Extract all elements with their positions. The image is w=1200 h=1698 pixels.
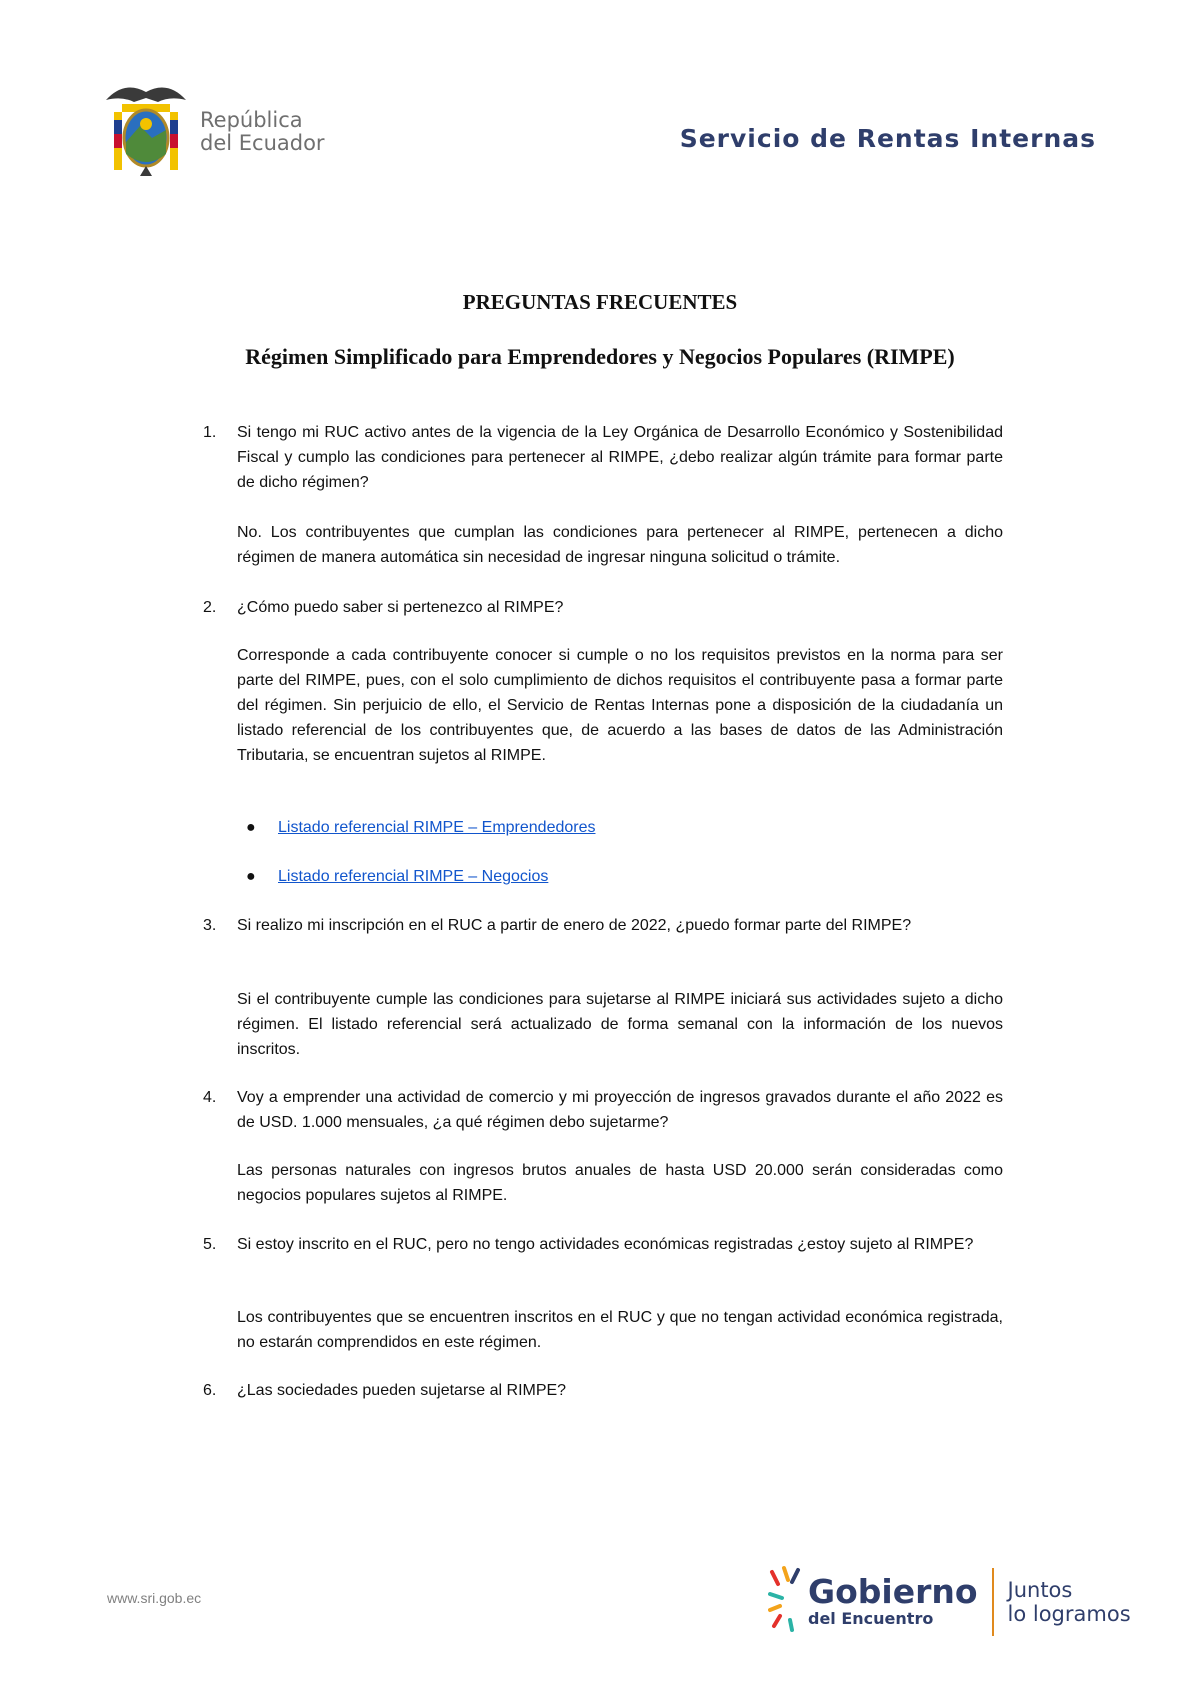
bullet-icon: ● bbox=[246, 868, 256, 885]
divider bbox=[992, 1568, 994, 1636]
link-rimpe-emprendedores[interactable]: Listado referencial RIMPE – Emprendedores bbox=[278, 819, 596, 836]
answer-text: Los contribuyentes que se encuentren inscritos en el RUC y que no tengan actividad económica registrada, no estarán comprendidos en este régimen. bbox=[237, 1309, 1003, 1351]
page-title: PREGUNTAS FRECUENTES bbox=[462, 290, 738, 314]
list-item bbox=[246, 815, 596, 840]
footer-url: www.sri.gob.ec bbox=[107, 1590, 202, 1606]
link-rimpe-negocios[interactable]: Listado referencial RIMPE – Negocios bbox=[278, 868, 549, 885]
agency-name: Servicio de Rentas Internas bbox=[679, 124, 1096, 153]
question-text: ¿Las sociedades pueden sujetarse al RIMPE? bbox=[237, 1382, 567, 1399]
question-number: 1. bbox=[203, 424, 217, 441]
gobierno-logo bbox=[768, 1560, 1131, 1644]
question-number: 4. bbox=[203, 1089, 217, 1106]
country-name-line1: República bbox=[200, 108, 303, 132]
question-text: Si estoy inscrito en el RUC, pero no tengo actividades económicas registradas ¿estoy sujeto al RIMPE? bbox=[237, 1236, 974, 1253]
government-logo bbox=[100, 78, 325, 186]
page-subtitle: Régimen Simplificado para Emprendedores y Negocios Populares (RIMPE) bbox=[245, 344, 955, 369]
question-text: Si tengo mi RUC activo antes de la vigencia de la Ley Orgánica de Desarrollo Económico y Sostenibilidad Fiscal y cumplo las condiciones para pertenecer al RIMPE, ¿debo realizar algún trámite para formar parte de dicho régimen? bbox=[237, 424, 1003, 491]
question-number: 2. bbox=[203, 599, 217, 616]
coat-of-arms-icon bbox=[100, 78, 192, 186]
question-text: Voy a emprender una actividad de comercio y mi proyección de ingresos gravados durante el año 2022 es de USD. 1.000 mensuales, ¿a qué régimen debo sujetarme? bbox=[237, 1089, 1003, 1131]
answer-text: Corresponde a cada contribuyente conocer si cumple o no los requisitos previstos en la norma para ser parte del RIMPE, pues, con el solo cumplimiento de dichos requisitos el contribuyente pasa a formar parte del régimen. Sin perjuicio de ello, el Servicio de Rentas Internas pone a disposición de la ciudadanía un listado referencial de los contribuyentes que, de acuerdo a las bases de datos de las Administración Tributaria, se encuentran sujetos al RIMPE. bbox=[237, 647, 1003, 764]
question-number: 5. bbox=[203, 1236, 217, 1253]
question-text: Si realizo mi inscripción en el RUC a partir de enero de 2022, ¿puedo formar parte del RIMPE? bbox=[237, 917, 912, 934]
gobierno-mark-icon bbox=[768, 1560, 802, 1644]
gobierno-sub: del Encuentro bbox=[808, 1609, 934, 1628]
question-number: 6. bbox=[203, 1382, 217, 1399]
answer-text: No. Los contribuyentes que cumplan las condiciones para pertenecer al RIMPE, pertenecen a dicho régimen de manera automática sin necesidad de ingresar ninguna solicitud o trámite. bbox=[237, 524, 1003, 566]
question-text: ¿Cómo puedo saber si pertenezco al RIMPE? bbox=[237, 599, 564, 616]
slogan-line2: lo logramos bbox=[1007, 1602, 1131, 1626]
bullet-icon: ● bbox=[246, 819, 256, 836]
answer-text: Las personas naturales con ingresos brutos anuales de hasta USD 20.000 serán consideradas como negocios populares sujetos al RIMPE. bbox=[237, 1162, 1003, 1204]
answer-text: Si el contribuyente cumple las condiciones para sujetarse al RIMPE iniciará sus actividades sujeto a dicho régimen. El listado referencial será actualizado de forma semanal con la información de los nuevos inscritos. bbox=[237, 991, 1003, 1058]
gobierno-word: Gobierno bbox=[808, 1572, 978, 1611]
country-name-line2: del Ecuador bbox=[200, 131, 325, 155]
question-number: 3. bbox=[203, 917, 217, 934]
slogan-line1: Juntos bbox=[1007, 1578, 1073, 1602]
list-item bbox=[246, 864, 549, 889]
